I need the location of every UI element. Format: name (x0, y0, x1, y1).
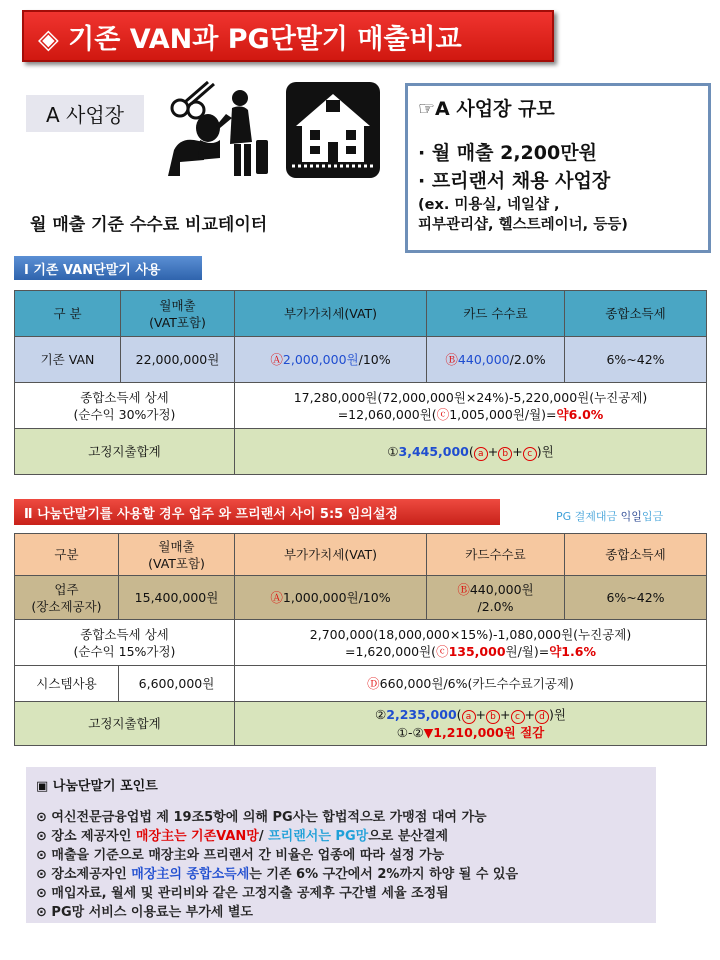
fixed-total-label: 고정지출합계 (15, 702, 235, 746)
point-red: 매장主는 기존VAN망 (135, 829, 259, 844)
total-number: ① (387, 443, 399, 459)
freelancer-line: · 프리랜서 채용 사업장 (418, 170, 611, 192)
paren: ( (456, 707, 462, 722)
income-tax-calc (235, 620, 707, 666)
business-a-label: A 사업장 (26, 95, 144, 132)
paren: ( (468, 443, 474, 459)
vat-rate: /10% (358, 352, 391, 367)
pg-note-a: PG 결제대금 (556, 510, 621, 523)
card-fee-cell (427, 337, 565, 383)
fee-rate: /2.0% (509, 352, 546, 367)
income-tax-rate: 약6.0% (556, 406, 604, 422)
header-category: 구분 (15, 534, 119, 576)
header-income-tax: 종합소득세 (565, 291, 707, 337)
vat-marker: Ⓐ (270, 590, 283, 605)
point-text: 는 기존 6% 구간에서 2%까지 하양 될 수 있음 (249, 867, 519, 882)
card-fee-cell (427, 576, 565, 620)
business-scale-heading: ☞A 사업장 규모 (418, 98, 555, 120)
van-table (14, 290, 707, 475)
point-item (36, 865, 646, 884)
point-item (36, 827, 646, 846)
header-monthly-sales: 월매출 (VAT포함) (119, 534, 235, 576)
income-tax-range: 6%~42% (565, 576, 707, 620)
monthly-sales-line: · 월 매출 2,200만원 (418, 142, 597, 164)
fixed-total-value (235, 429, 707, 475)
fixed-total-label: 고정지출합계 (15, 429, 235, 475)
monthly-sales-value: 15,400,000원 (119, 576, 235, 620)
point-text: / (258, 829, 269, 844)
point-blue: 프리랜서는 PG망 (268, 829, 369, 844)
income-tax-detail-assumption: (순수익 15%가정) (73, 643, 176, 659)
header-vat: 부가가치세(VAT) (235, 534, 427, 576)
owner: 업주 (54, 581, 79, 597)
income-tax-marker: ⓒ (436, 406, 450, 422)
fee-marker: Ⓑ (457, 581, 470, 597)
marker-b: b (486, 710, 500, 724)
income-tax-detail-label (15, 620, 235, 666)
income-tax-formula: 17,280,000원(72,000,000원×24%)-5,220,000원(누진공제) (293, 389, 648, 405)
total-number: ② (375, 707, 387, 722)
marker-b: b (498, 447, 512, 461)
pg-payment-note (556, 508, 663, 524)
barber-scissors-icon (160, 80, 270, 178)
vat-amount: 2,000,000원 (282, 352, 359, 367)
nanum-points-box (26, 767, 656, 923)
income-tax-marker: ⓒ (436, 643, 449, 659)
unit: )원 (536, 443, 554, 459)
nanum-table (14, 533, 707, 746)
house-icon (286, 82, 380, 178)
fee-rate: /2.0% (477, 598, 514, 614)
savings-amount: ▼1,210,000원 절감 (423, 725, 545, 740)
point-item: ⊙ 매출을 기준으로 매장主와 프리랜서 간 비율은 업종에 따라 설정 가능 (36, 848, 445, 863)
marker-a: a (474, 447, 488, 461)
vat-marker: Ⓐ (270, 352, 283, 367)
point-text: ⊙ 장소 제공자인 (36, 829, 136, 844)
point-text: 으로 분산결제 (368, 829, 449, 844)
points-heading: ▣ 나눔단말기 포인트 (36, 779, 158, 794)
plus: + (487, 443, 499, 459)
income-tax-formula: 2,700,000(18,000,000×15%)-1,080,000원(누진공제) (309, 626, 632, 642)
row-label: 기존 VAN (15, 337, 121, 383)
income-tax-result-a: =12,060,000원( (337, 406, 437, 422)
fee-marker: Ⓑ (445, 352, 458, 367)
pg-note-c: 입금 (641, 510, 664, 523)
income-tax-detail-label (15, 383, 235, 429)
section-2-header: Ⅱ 나눔단말기를 사용할 경우 업주 와 프리랜서 사이 5:5 임의설정 (14, 499, 500, 525)
income-tax-detail-assumption: (순수익 30%가정) (73, 406, 176, 422)
owner-label (15, 576, 119, 620)
plus: + (512, 443, 523, 459)
income-tax-result-a: =1,620,000원( (345, 643, 437, 659)
header-vat: 부가가치세(VAT) (235, 291, 427, 337)
header-income-tax: 종합소득세 (565, 534, 707, 576)
fee-amount: 440,000원 (469, 581, 534, 597)
system-use-marker: Ⓓ (367, 676, 380, 691)
total-amount: 2,235,000 (386, 707, 457, 722)
point-text: ⊙ 장소제공자인 (36, 867, 132, 882)
header-card-fee: 카드수수료 (427, 534, 565, 576)
plus: + (475, 707, 487, 722)
plus: + (524, 707, 535, 722)
point-blue: 매장主의 종합소득세 (131, 867, 250, 882)
income-tax-detail-title: 종합소득세 상세 (80, 626, 169, 642)
comparison-subtitle: 월 매출 기준 수수료 비교테이터 (30, 215, 268, 235)
income-tax-detail-title: 종합소득세 상세 (80, 389, 169, 405)
point-item: ⊙ 여신전문금융업법 제 19조5항에 의해 PG사는 합법적으로 가맹점 대여 가능 (36, 810, 487, 825)
income-tax-result-b: 1,005,000원/월)= (449, 406, 557, 422)
unit: )원 (549, 707, 566, 722)
section-1-header: Ⅰ 기존 VAN단말기 사용 (14, 256, 202, 280)
example-line-1: (ex. 미용실, 네일샵 , (418, 197, 560, 213)
header-monthly-sales: 월매출 (VAT포함) (121, 291, 235, 337)
vat-value: 1,000,000원/10% (282, 590, 391, 605)
business-scale-box (405, 83, 711, 253)
marker-d: d (535, 710, 549, 724)
header-category: 구 분 (15, 291, 121, 337)
example-line-2: 피부관리샵, 헬스트레이너, 등등) (418, 217, 628, 233)
total-amount: 3,445,000 (398, 443, 469, 459)
page-title: ◈ 기존 VAN과 PG단말기 매출비교 (22, 10, 554, 62)
income-tax-result-c: 원/월)= (505, 643, 550, 659)
fixed-total-value (235, 702, 707, 746)
income-tax-monthly: 135,000 (448, 643, 506, 659)
system-use-fee: 660,000원/6%(카드수수료기공제) (379, 676, 574, 691)
income-tax-range: 6%~42% (565, 337, 707, 383)
vat-cell (235, 337, 427, 383)
marker-c: c (523, 447, 537, 461)
system-use-detail (235, 666, 707, 702)
system-use-amount: 6,600,000원 (119, 666, 235, 702)
income-tax-result (235, 643, 706, 660)
income-tax-calc (235, 383, 707, 429)
vat-cell (235, 576, 427, 620)
income-tax-result (235, 406, 706, 423)
monthly-sales-value: 22,000,000원 (121, 337, 235, 383)
plus: + (500, 707, 511, 722)
fee-amount: 440,000 (457, 352, 510, 367)
header-card-fee: 카드 수수료 (427, 291, 565, 337)
pg-note-b: 익일 (620, 510, 642, 523)
marker-c: c (511, 710, 525, 724)
point-item: ⊙ PG망 서비스 이용료는 부가세 별도 (36, 905, 253, 920)
marker-a: a (462, 710, 476, 724)
savings-formula: ①-② (396, 725, 424, 740)
owner-sub: (장소제공자) (31, 598, 102, 614)
income-tax-rate: 약1.6% (549, 643, 596, 659)
point-item: ⊙ 매입자료, 월세 및 관리비와 같은 고정지출 공제후 구간별 세율 조정됨 (36, 886, 449, 901)
system-use-label: 시스템사용 (15, 666, 119, 702)
